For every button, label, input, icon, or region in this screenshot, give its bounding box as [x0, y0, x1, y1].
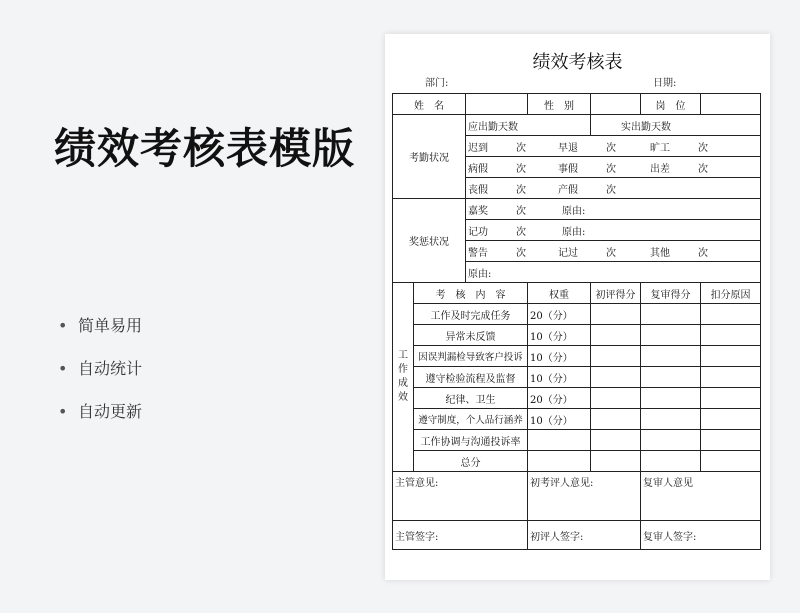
commend-label: 嘉奖: [468, 205, 488, 217]
gender-field[interactable]: [591, 94, 641, 115]
other-label: 其他: [650, 247, 670, 259]
content-cell: 纪律、卫生: [414, 388, 528, 409]
total-reason-cell[interactable]: [701, 451, 761, 472]
supervisor-opinion[interactable]: 主管意见:: [393, 472, 528, 521]
score-cell[interactable]: [641, 367, 701, 388]
table-row: [393, 430, 761, 451]
times-label: 次: [698, 142, 708, 154]
should-days-label: 应出勤天数: [466, 115, 591, 136]
warning-label: 警告: [468, 247, 488, 259]
weight-cell: 10（分）: [528, 325, 591, 346]
content-cell: 工作协调与沟通投诉率: [414, 430, 528, 451]
content-cell: 异常未反馈: [414, 325, 528, 346]
score-cell[interactable]: [591, 367, 641, 388]
weight-cell: 10（分）: [528, 367, 591, 388]
feature-item: [58, 398, 142, 441]
times-label: 次: [606, 184, 616, 196]
weight-cell: 10（分）: [528, 346, 591, 367]
feature-label: 自动统计: [78, 359, 143, 378]
rewards-row: [466, 220, 761, 241]
deduction-header: 扣分原因: [701, 283, 761, 304]
feature-item: [58, 355, 142, 398]
score-cell[interactable]: [641, 325, 701, 346]
table-row: [393, 346, 761, 367]
merit-label: 记功: [468, 226, 488, 238]
table-row: [393, 367, 761, 388]
feature-label: 自动更新: [78, 402, 143, 421]
first-reviewer-opinion[interactable]: 初考评人意见:: [528, 472, 641, 521]
demerit-label: 记过: [558, 247, 578, 259]
date-label: 日期:: [653, 78, 677, 89]
attendance-row: [466, 136, 761, 157]
times-label: 次: [606, 142, 616, 154]
total-score-cell[interactable]: [591, 451, 641, 472]
performance-section: [393, 283, 414, 472]
score-cell[interactable]: [641, 304, 701, 325]
total-weight-cell: [528, 451, 591, 472]
times-label: 次: [516, 142, 526, 154]
score-cell[interactable]: [591, 325, 641, 346]
reason-cell[interactable]: [701, 367, 761, 388]
table-row: [393, 409, 761, 430]
late-label: 迟到: [468, 142, 488, 154]
evaluation-table: [392, 93, 761, 550]
weight-cell: 10（分）: [528, 409, 591, 430]
bullet-icon: •: [58, 316, 68, 335]
supervisor-signature[interactable]: 主管签字:: [393, 521, 528, 550]
weight-header: 权重: [528, 283, 591, 304]
first-reviewer-signature[interactable]: 初评人签字:: [528, 521, 641, 550]
bullet-icon: •: [58, 402, 68, 421]
score-cell[interactable]: [591, 304, 641, 325]
maternity-leave-label: 产假: [558, 184, 578, 196]
total-label: 总分: [414, 451, 528, 472]
actual-days-label: 实出勤天数: [591, 115, 761, 136]
reason-label: 原由:: [466, 262, 761, 283]
times-label: 次: [606, 163, 616, 175]
feature-list: [58, 312, 142, 441]
name-field[interactable]: [466, 94, 528, 115]
total-score-cell[interactable]: [641, 451, 701, 472]
review-score-header: 复审得分: [641, 283, 701, 304]
reason-cell[interactable]: [701, 346, 761, 367]
performance-label: 工作成效: [398, 350, 408, 403]
weight-cell: 20（分）: [528, 304, 591, 325]
total-row: [393, 451, 761, 472]
reason-label: 原由:: [562, 226, 586, 238]
score-cell[interactable]: [591, 430, 641, 451]
early-leave-label: 早退: [558, 142, 578, 154]
score-cell[interactable]: [641, 430, 701, 451]
form-sheet: [385, 34, 770, 580]
feature-item: [58, 312, 142, 355]
times-label: 次: [516, 163, 526, 175]
second-reviewer-signature[interactable]: 复审人签字:: [641, 521, 761, 550]
score-cell[interactable]: [591, 388, 641, 409]
table-row: [393, 325, 761, 346]
reason-cell[interactable]: [701, 388, 761, 409]
weight-cell: [528, 430, 591, 451]
weight-cell: 20（分）: [528, 388, 591, 409]
position-label: 岗 位: [641, 94, 701, 115]
form-title: 绩效考核表: [532, 52, 623, 73]
score-cell[interactable]: [591, 346, 641, 367]
content-cell: 因误判漏检导致客户投诉: [414, 346, 528, 367]
name-label: 姓 名: [393, 94, 466, 115]
second-reviewer-opinion[interactable]: 复审人意见: [641, 472, 761, 521]
times-label: 次: [516, 226, 526, 238]
attendance-row: [466, 178, 761, 199]
bullet-icon: •: [58, 359, 68, 378]
content-header: 考 核 内 容: [414, 283, 528, 304]
rewards-section: 奖惩状况: [393, 199, 466, 283]
attendance-section: 考勤状况: [393, 115, 466, 199]
gender-label: 性 别: [528, 94, 591, 115]
times-label: 次: [516, 247, 526, 259]
table-row: [393, 388, 761, 409]
score-cell[interactable]: [641, 388, 701, 409]
dept-label: 部门:: [425, 78, 449, 89]
times-label: 次: [698, 163, 708, 175]
sick-leave-label: 病假: [468, 163, 488, 175]
business-trip-label: 出差: [650, 163, 670, 175]
score-cell[interactable]: [591, 409, 641, 430]
reason-cell[interactable]: [701, 430, 761, 451]
feature-label: 简单易用: [78, 316, 143, 335]
personal-leave-label: 事假: [558, 163, 578, 175]
reason-cell[interactable]: [701, 304, 761, 325]
reason-label: 原由:: [562, 205, 586, 217]
content-cell: 遵守制度，个人品行涵养: [414, 409, 528, 430]
times-label: 次: [516, 205, 526, 217]
table-row: [393, 304, 761, 325]
attendance-row: [466, 157, 761, 178]
rewards-row: [466, 241, 761, 262]
page-title: 绩效考核表模版: [54, 124, 356, 173]
score-cell[interactable]: [641, 346, 701, 367]
absent-label: 旷工: [650, 142, 670, 154]
first-score-header: 初评得分: [591, 283, 641, 304]
content-cell: 遵守检验流程及监督: [414, 367, 528, 388]
reason-cell[interactable]: [701, 325, 761, 346]
funeral-leave-label: 丧假: [468, 184, 488, 196]
times-label: 次: [606, 247, 616, 259]
position-field[interactable]: [701, 94, 761, 115]
times-label: 次: [698, 247, 708, 259]
score-cell[interactable]: [641, 409, 701, 430]
rewards-row: [466, 199, 761, 220]
content-cell: 工作及时完成任务: [414, 304, 528, 325]
times-label: 次: [516, 184, 526, 196]
reason-cell[interactable]: [701, 409, 761, 430]
